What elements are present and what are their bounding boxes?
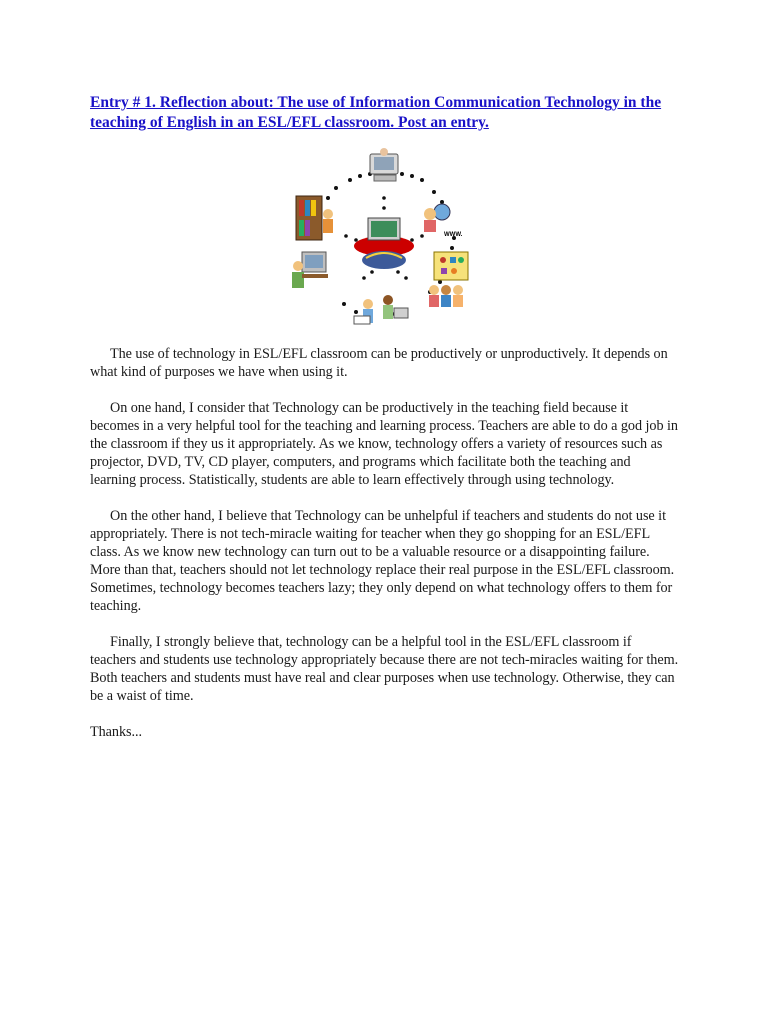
paragraph-intro: The use of technology in ESL/EFL classroom can be productively or unproductively. It depends on what kind of purposes we have when using it. bbox=[90, 346, 668, 380]
children-reading-icon bbox=[354, 295, 408, 324]
shapes-board-icon bbox=[434, 252, 468, 280]
student-at-computer-icon bbox=[292, 252, 328, 288]
paragraph-finally: Finally, I strongly believe that, technology can be a helpful tool in the ESL/EFL classroom if teachers and students use technology appropriately because there are not tech-miracles waiting for them. Both teachers and students must have real and clear purposes when use technology. Otherwise, they can be a waist of time. bbox=[90, 634, 679, 704]
laptop-icon bbox=[354, 218, 414, 269]
library-shelf-icon bbox=[296, 196, 333, 240]
ict-classroom-illustration bbox=[284, 148, 484, 332]
computer-user-icon bbox=[370, 148, 398, 181]
kid-with-globe-icon bbox=[424, 204, 463, 238]
svg-text:WWW.: WWW. bbox=[444, 232, 463, 238]
group-of-students-icon bbox=[429, 285, 463, 307]
reflection-body bbox=[90, 345, 680, 741]
entry-title-link[interactable]: Entry # 1. Reflection about: The use of Information Communication Technology in the teaching of English in an ESL/EFL classroom. Post an entry. bbox=[90, 94, 662, 131]
paragraph-one-hand: On one hand, I consider that Technology can be productively in the teaching field because it becomes in a very helpful tool for the teaching and learning process. Teachers are able to do a god job in the classroom if they us it appropriately. As we know, technology offers a variety of resources such as projector, DVD, TV, CD player, computers, and programs which facilitate both the teaching and learning process. Statistically, students are able to learn effectively through using technology. bbox=[90, 400, 678, 488]
closing-thanks: Thanks... bbox=[90, 724, 142, 740]
paragraph-other-hand: On the other hand, I believe that Technology can be unhelpful if teachers and students do not use it appropriately. There is not tech-miracle waiting for teacher when they go shopping for an ESL/EFL class. As we know new technology can turn out to be a valuable resource or a disappointing failure. More than that, teachers should not let technology replace their real purpose in the ESL/EFL classroom. Sometimes, technology becomes teachers lazy; they only depend on what technology offers to them for teaching. bbox=[90, 508, 675, 614]
